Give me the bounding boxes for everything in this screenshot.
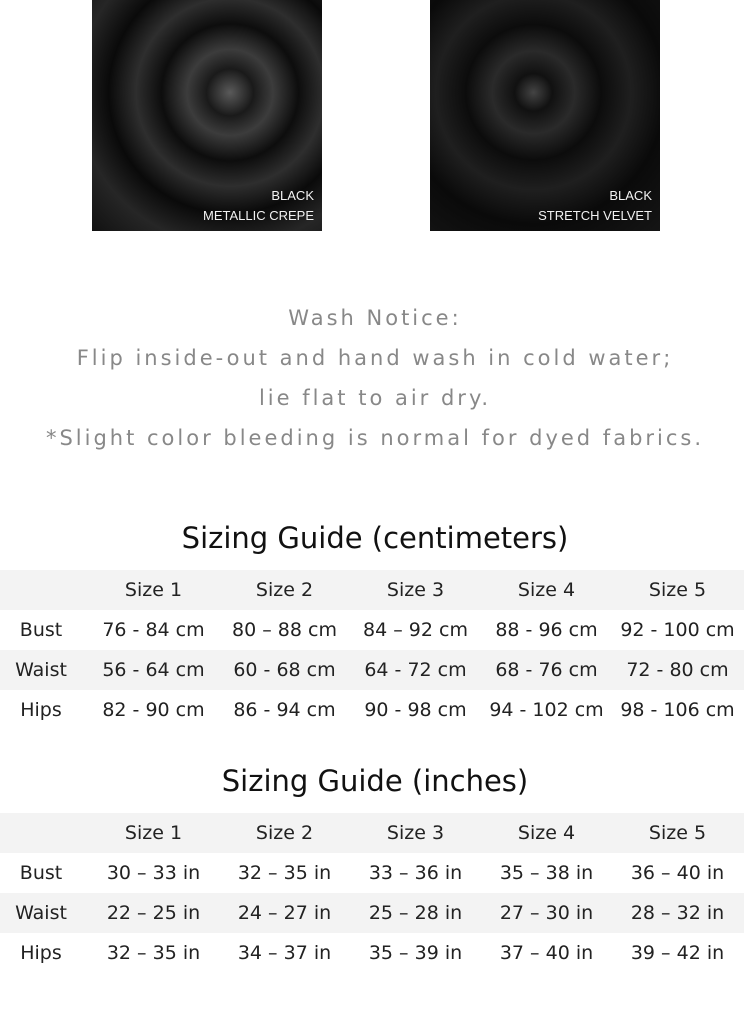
table-header-row (0, 570, 744, 610)
table-cell: 30 – 33 in (106, 862, 201, 884)
column-header: Size 3 (386, 822, 445, 844)
column-header: Size 1 (124, 579, 183, 601)
metallic-crepe-swatch-image (92, 0, 322, 231)
table-cell: 86 - 94 cm (233, 699, 336, 721)
table-row (0, 853, 744, 893)
column-header: Size 5 (648, 822, 707, 844)
row-label: Hips (20, 942, 62, 964)
table-cell: 25 – 28 in (368, 902, 463, 924)
stretch-velvet-swatch-image (430, 0, 660, 231)
table-cell: 90 - 98 cm (364, 699, 467, 721)
table-cell: 98 - 106 cm (620, 699, 735, 721)
table-cell: 32 – 35 in (237, 862, 332, 884)
table-cell: 39 – 42 in (630, 942, 725, 964)
table-cell: 37 – 40 in (499, 942, 594, 964)
row-label: Hips (20, 699, 62, 721)
table-cell: 24 – 27 in (237, 902, 332, 924)
wash-instruction: lie flat to air dry. (258, 386, 492, 410)
row-label: Bust (19, 619, 63, 641)
table-cell: 88 - 96 cm (495, 619, 598, 641)
table-cell: 36 – 40 in (630, 862, 725, 884)
table-cell: 56 - 64 cm (102, 659, 205, 681)
table-row (0, 933, 744, 973)
table-cell: 82 - 90 cm (102, 699, 205, 721)
column-header: Size 5 (648, 579, 707, 601)
row-label: Waist (15, 659, 67, 681)
column-header: Size 2 (255, 579, 314, 601)
column-header: Size 4 (517, 579, 576, 601)
table-cell: 80 – 88 cm (232, 619, 337, 641)
table-row (0, 610, 744, 650)
table-cell: 34 – 37 in (237, 942, 332, 964)
wash-notice-heading: Wash Notice: (288, 306, 462, 330)
swatch-fabric: STRETCH VELVET (538, 208, 652, 223)
table-cell: 35 – 38 in (499, 862, 594, 884)
table-cell: 72 - 80 cm (626, 659, 729, 681)
row-label: Waist (15, 902, 67, 924)
sizing-title-inches: Sizing Guide (inches) (221, 764, 529, 798)
table-cell: 35 – 39 in (368, 942, 463, 964)
sizing-table-cm (0, 570, 744, 730)
table-cell: 60 - 68 cm (233, 659, 336, 681)
table-header-row (0, 813, 744, 853)
table-cell: 27 – 30 in (499, 902, 594, 924)
table-cell: 64 - 72 cm (364, 659, 467, 681)
column-header: Size 1 (124, 822, 183, 844)
wash-disclaimer: *Slight color bleeding is normal for dyed fabrics. (45, 426, 705, 450)
column-header: Size 4 (517, 822, 576, 844)
column-header: Size 3 (386, 579, 445, 601)
table-cell: 28 – 32 in (630, 902, 725, 924)
table-cell: 84 – 92 cm (363, 619, 468, 641)
swatch-color: BLACK (609, 188, 652, 203)
table-row (0, 690, 744, 730)
table-cell: 68 - 76 cm (495, 659, 598, 681)
swatch-fabric: METALLIC CREPE (202, 208, 314, 223)
table-cell: 33 – 36 in (368, 862, 463, 884)
column-header: Size 2 (255, 822, 314, 844)
swatch-color: BLACK (271, 188, 314, 203)
table-cell: 76 - 84 cm (102, 619, 205, 641)
table-cell: 92 - 100 cm (620, 619, 735, 641)
table-row (0, 650, 744, 690)
sizing-title-cm: Sizing Guide (centimeters) (181, 521, 569, 555)
sizing-table-inches (0, 813, 744, 973)
table-row (0, 893, 744, 933)
wash-instruction: Flip inside-out and hand wash in cold water; (76, 346, 674, 370)
table-cell: 94 - 102 cm (489, 699, 604, 721)
table-cell: 32 – 35 in (106, 942, 201, 964)
table-cell: 22 – 25 in (106, 902, 201, 924)
row-label: Bust (19, 862, 63, 884)
